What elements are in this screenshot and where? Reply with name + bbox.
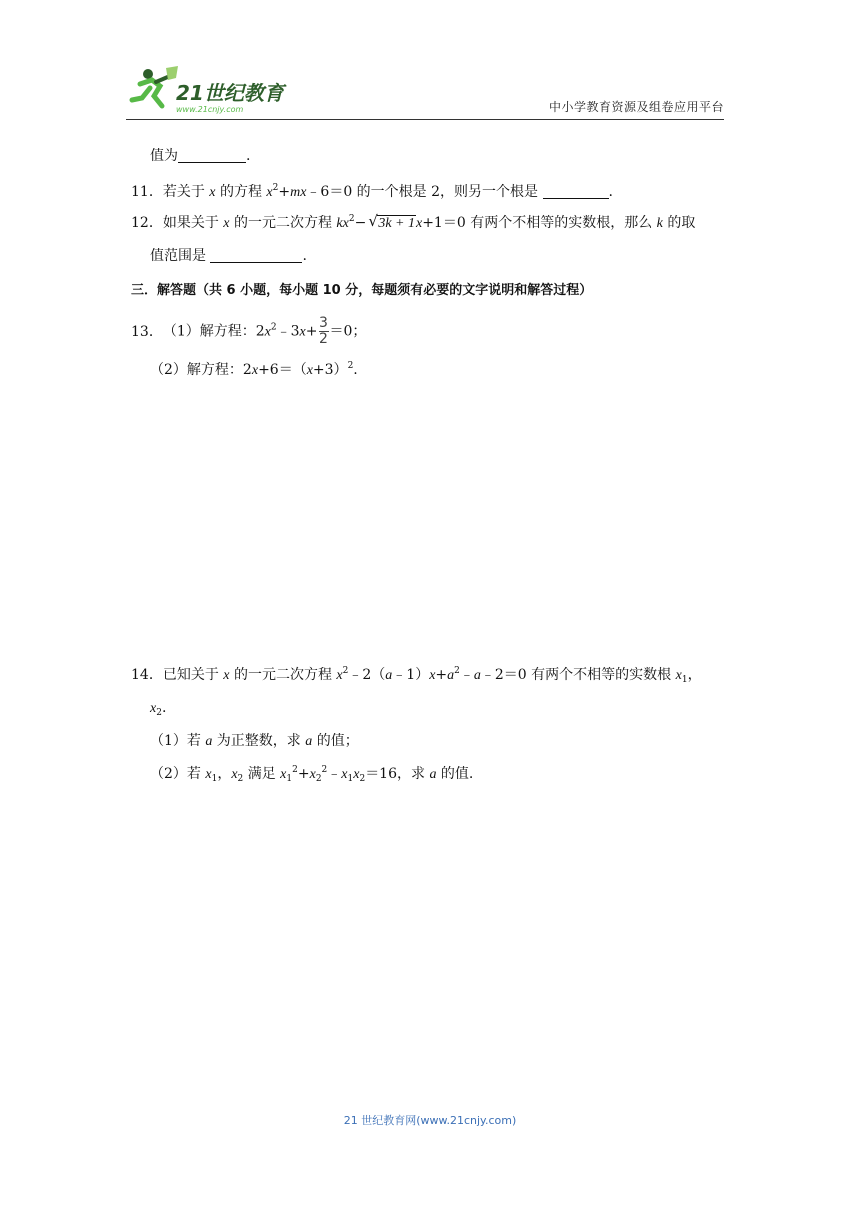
q14-label: （2）若 bbox=[150, 766, 206, 782]
q12-var: x bbox=[415, 216, 423, 231]
q13-var: x bbox=[299, 324, 306, 340]
q13-text: . bbox=[353, 362, 358, 378]
question-14-part1 bbox=[150, 731, 359, 752]
q11-var: mx bbox=[290, 185, 307, 200]
q10-tail bbox=[150, 146, 250, 166]
q14-var: x bbox=[309, 767, 316, 782]
q12-var: x bbox=[223, 216, 230, 231]
q13-label: （1）解方程： bbox=[162, 323, 256, 340]
q14-text: ， bbox=[217, 766, 232, 782]
q14-text: ， bbox=[687, 667, 702, 683]
q14-subscript: 1 bbox=[211, 774, 218, 784]
q14-label: （1）若 bbox=[150, 733, 206, 749]
q12-text: − bbox=[354, 215, 367, 231]
q14-var: x bbox=[280, 767, 287, 782]
q13-text: ﹣3 bbox=[276, 323, 300, 340]
q14-subscript: 2 bbox=[359, 774, 366, 784]
q13-text: + bbox=[305, 323, 318, 340]
q12-var: k bbox=[656, 216, 663, 231]
q14-var: x bbox=[341, 767, 348, 782]
radical-sign: √ bbox=[368, 212, 378, 230]
q14-text: ﹣ bbox=[459, 667, 474, 683]
q11-exponent: 2 bbox=[272, 183, 279, 193]
q12-text: 的取 bbox=[662, 215, 696, 231]
q13-var: x bbox=[306, 363, 313, 378]
question-12-line2 bbox=[150, 246, 307, 266]
q14-var: a bbox=[473, 668, 481, 683]
q14-exponent: 2 bbox=[342, 666, 349, 676]
q14-var: a bbox=[305, 734, 313, 749]
q13-text: +3） bbox=[312, 362, 348, 378]
q14-subscript: 2 bbox=[315, 774, 322, 784]
question-13-part1 bbox=[131, 317, 366, 346]
q14-exponent: 2 bbox=[454, 666, 460, 676]
fraction bbox=[319, 317, 329, 346]
site-logo bbox=[126, 62, 306, 118]
q14-text: ﹣2（ bbox=[348, 667, 386, 683]
q12-text: 值范围是 bbox=[150, 248, 211, 264]
q14-text: 为正整数，求 bbox=[212, 733, 306, 749]
q14-text: 的值. bbox=[436, 766, 474, 782]
q14-text: . bbox=[161, 700, 167, 716]
q13-var: x bbox=[251, 363, 259, 378]
q14-var: a bbox=[385, 668, 393, 683]
question-14-part2 bbox=[150, 764, 473, 785]
q13-var: x bbox=[264, 324, 271, 340]
header-divider bbox=[126, 119, 724, 120]
q14-var: x bbox=[231, 767, 238, 782]
platform-label: 中小学教育资源及组卷应用平台 bbox=[548, 100, 724, 114]
question-14 bbox=[131, 665, 702, 686]
q14-text: + bbox=[297, 766, 310, 782]
runner-icon bbox=[132, 66, 178, 106]
q11-var: x bbox=[266, 185, 273, 200]
sqrt-expression bbox=[368, 213, 416, 234]
q10-prefix: 值为 bbox=[150, 148, 178, 164]
logo-text: 21世纪教育 bbox=[176, 81, 284, 105]
question-11 bbox=[131, 182, 613, 203]
q14-text: 的值； bbox=[312, 733, 359, 749]
q13-number: 13． bbox=[131, 323, 163, 340]
page-header bbox=[126, 62, 724, 120]
q14-text: ﹣ bbox=[327, 766, 342, 782]
q11-var: x bbox=[209, 185, 216, 200]
q13-exponent: 2 bbox=[270, 322, 277, 333]
q11-text: 的方程 bbox=[215, 184, 267, 200]
q12-text: 的一元二次方程 bbox=[229, 215, 337, 231]
question-14-line2 bbox=[150, 698, 166, 719]
section-3-title: 三．解答题（共 6 小题，每小题 10 分，每题须有必要的文字说明和解答过程） bbox=[131, 283, 593, 298]
q11-text: + bbox=[278, 184, 291, 200]
q14-subscript: 2 bbox=[237, 774, 244, 784]
q14-exponent: 2 bbox=[321, 765, 328, 775]
q14-text: + bbox=[435, 667, 448, 683]
q14-var: x bbox=[223, 668, 230, 683]
q13-text: 2 bbox=[242, 362, 252, 378]
fraction-denominator: 2 bbox=[319, 331, 328, 347]
q14-number: 14． bbox=[131, 667, 163, 683]
q11-number: 11． bbox=[131, 184, 163, 200]
q14-var: a bbox=[447, 668, 455, 683]
q14-var: a bbox=[205, 734, 213, 749]
q10-suffix: . bbox=[246, 148, 251, 164]
q14-var: x bbox=[205, 767, 212, 782]
q14-subscript: 1 bbox=[681, 675, 688, 685]
q14-text: ＝16，求 bbox=[365, 766, 430, 782]
q12-text: 如果关于 bbox=[162, 215, 224, 231]
question-13-part2 bbox=[150, 360, 358, 381]
page-footer[interactable]: 21 世纪教育网(www.21cnjy.com) bbox=[343, 1114, 517, 1127]
q13-text: ＝0； bbox=[329, 323, 367, 340]
q13-text: 2 bbox=[255, 323, 265, 340]
q12-var: kx bbox=[336, 216, 349, 231]
q14-exponent: 2 bbox=[292, 765, 298, 775]
q13-label: （2）解方程： bbox=[150, 362, 243, 378]
q14-text: 的一元二次方程 bbox=[229, 667, 337, 683]
q14-subscript: 1 bbox=[347, 774, 354, 784]
q14-var: x bbox=[353, 767, 360, 782]
q11-end: . bbox=[608, 184, 613, 200]
q11-text: ﹣6＝0 的一个根是 2，则另一个根是 bbox=[306, 184, 543, 200]
q13-exponent: 2 bbox=[347, 361, 354, 371]
logo-url: www.21cnjy.com bbox=[176, 105, 244, 114]
q14-text: 满足 bbox=[243, 766, 281, 782]
q12-end: . bbox=[302, 248, 307, 264]
q11-answer-blank bbox=[543, 184, 609, 199]
radicand: 3k + 1 bbox=[378, 216, 415, 231]
question-12 bbox=[131, 213, 695, 234]
q14-var: x bbox=[336, 668, 343, 683]
q14-subscript: 1 bbox=[286, 774, 293, 784]
q12-number: 12． bbox=[131, 215, 163, 231]
q11-text: 若关于 bbox=[162, 184, 210, 200]
q12-exponent: 2 bbox=[348, 214, 355, 224]
q10-answer-blank bbox=[178, 148, 246, 163]
q14-var: x bbox=[675, 668, 682, 683]
fraction-numerator: 3 bbox=[319, 315, 328, 331]
q14-var: x bbox=[150, 701, 157, 716]
q13-text: +6＝（ bbox=[258, 362, 307, 378]
q14-text: ﹣2＝0 有两个不相等的实数根 bbox=[480, 667, 676, 683]
q14-subscript: 2 bbox=[156, 708, 162, 718]
q14-text: 已知关于 bbox=[162, 667, 224, 683]
q14-var: x bbox=[429, 668, 436, 683]
q12-answer-blank bbox=[210, 248, 302, 263]
q14-text: ﹣1） bbox=[392, 667, 430, 683]
q14-var: a bbox=[429, 767, 437, 782]
q12-text: +1＝0 有两个不相等的实数根，那么 bbox=[422, 215, 657, 231]
